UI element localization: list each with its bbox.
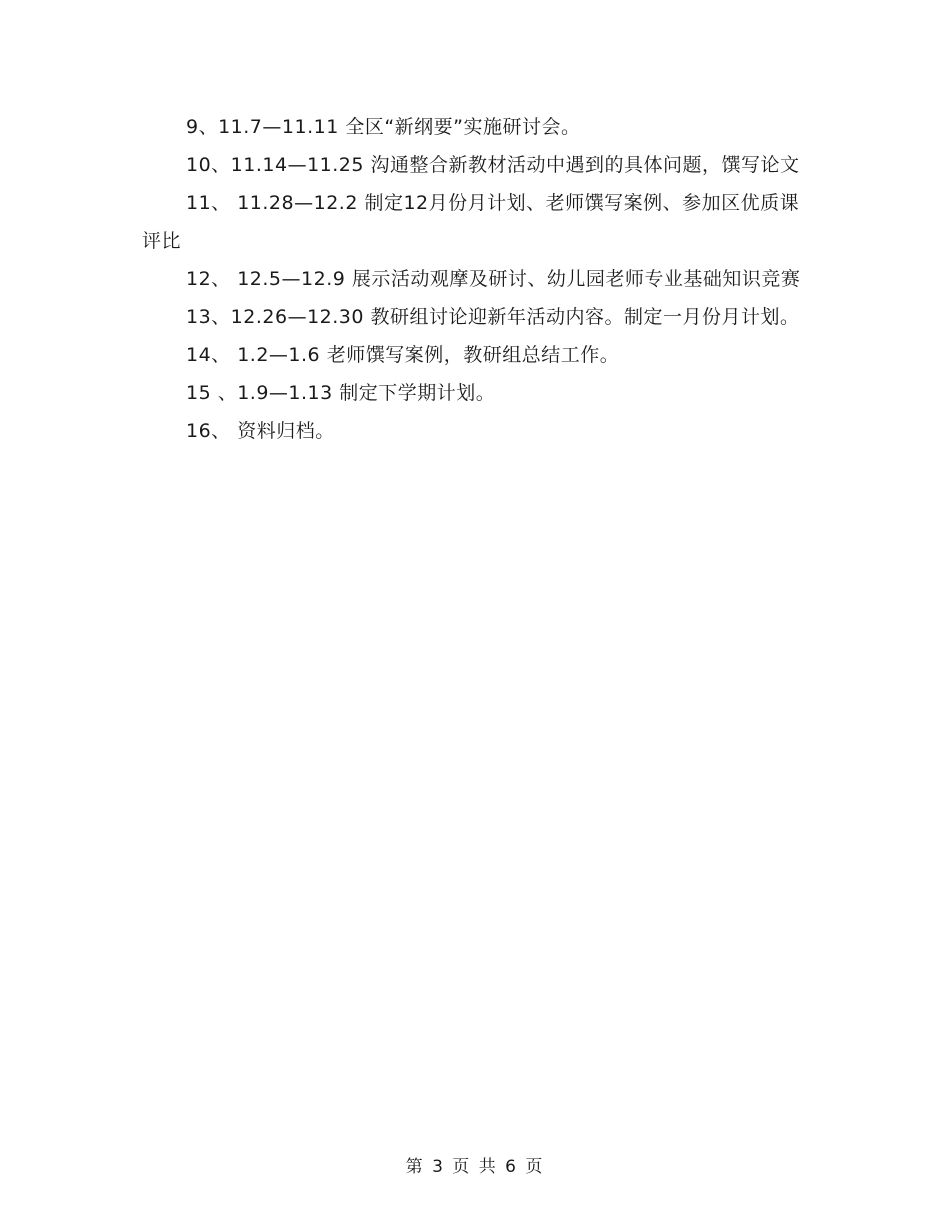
list-item-14: 14、 1.2—1.6 老师馔写案例，教研组总结工作。 xyxy=(186,344,620,366)
list-item-11: 11、 11.28—12.2 制定12月份月计划、老师馔写案例、参加区优质课评比 xyxy=(142,192,800,252)
list-item-9: 9、11.7—11.11 全区“新纲要”实施研讨会。 xyxy=(186,116,581,138)
list-item-15: 15 、1.9—1.13 制定下学期计划。 xyxy=(186,382,496,404)
page-number-footer: 第 3 页 共 6 页 xyxy=(405,1157,545,1177)
document-body xyxy=(142,108,808,450)
list-item-13: 13、12.26—12.30 教研组讨论迎新年活动内容。制定一月份月计划。 xyxy=(186,306,800,328)
list-item-12: 12、 12.5—12.9 展示活动观摩及研讨、幼儿园老师专业基础知识竞赛 xyxy=(186,268,801,290)
list-item-10: 10、11.14—11.25 沟通整合新教材活动中遇到的具体问题，馔写论文 xyxy=(186,154,800,176)
list-item-16: 16、 资料归档。 xyxy=(186,420,335,442)
